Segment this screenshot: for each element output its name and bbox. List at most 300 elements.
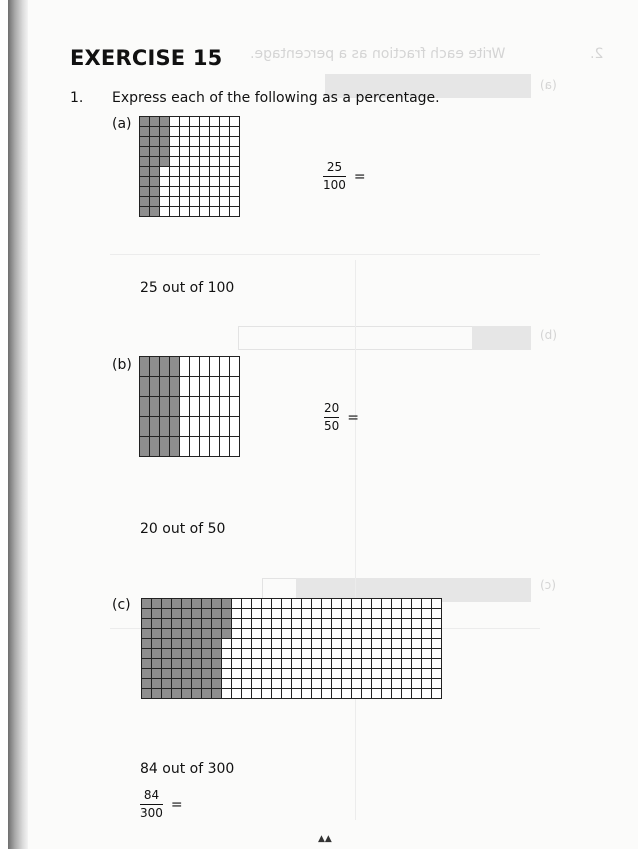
grid-cell <box>432 659 441 668</box>
shaded-cell <box>140 417 149 436</box>
shaded-cell <box>170 397 179 416</box>
grid-cell <box>382 629 391 638</box>
shaded-cell <box>182 649 191 658</box>
grid-cell <box>342 689 351 698</box>
shaded-cell <box>192 619 201 628</box>
grid-cell <box>392 679 401 688</box>
shaded-cell <box>172 599 181 608</box>
shaded-cell <box>150 147 159 156</box>
grid-cell <box>282 669 291 678</box>
grid-cell <box>322 639 331 648</box>
grid-cell <box>210 197 219 206</box>
grid-cell <box>230 417 239 436</box>
grid-cell <box>262 609 271 618</box>
fraction-b-denominator: 50 <box>324 419 340 433</box>
grid-cell <box>262 659 271 668</box>
grid-cell <box>402 609 411 618</box>
grid-cell <box>282 619 291 628</box>
grid-cell <box>402 689 411 698</box>
grid-cell <box>232 669 241 678</box>
grid-cell <box>312 659 321 668</box>
grid-cell <box>222 679 231 688</box>
bleed-through-label-b: (b) <box>540 328 557 342</box>
grid-cell <box>432 679 441 688</box>
grid-cell <box>422 629 431 638</box>
grid-cell <box>422 689 431 698</box>
grid-cell <box>170 127 179 136</box>
shaded-cell <box>172 679 181 688</box>
grid-cell <box>160 197 169 206</box>
grid-cell <box>180 357 189 376</box>
grid-cell <box>352 659 361 668</box>
shaded-cell <box>160 417 169 436</box>
grid-cell <box>210 157 219 166</box>
shaded-cell <box>202 689 211 698</box>
grid-cell <box>272 649 281 658</box>
grid-cell <box>242 689 251 698</box>
shaded-cell <box>162 629 171 638</box>
shaded-cell <box>140 137 149 146</box>
grid-cell <box>412 669 421 678</box>
grid-cell <box>402 629 411 638</box>
grid-cell <box>392 639 401 648</box>
shaded-cell <box>142 609 151 618</box>
shaded-cell <box>142 679 151 688</box>
shaded-cell <box>182 659 191 668</box>
grid-cell <box>312 609 321 618</box>
grid-cell <box>302 599 311 608</box>
grid-cell <box>372 599 381 608</box>
grid-cell <box>220 157 229 166</box>
fraction-b-numerator: 20 <box>324 401 340 415</box>
grid-cell <box>222 669 231 678</box>
shaded-cell <box>192 659 201 668</box>
grid-cell <box>252 599 261 608</box>
shaded-cell <box>152 669 161 678</box>
grid-cell <box>382 599 391 608</box>
shaded-cell <box>162 659 171 668</box>
shaded-cell <box>162 619 171 628</box>
grid-cell <box>342 619 351 628</box>
grid-cell <box>352 629 361 638</box>
grid-cell <box>302 669 311 678</box>
shaded-cell <box>140 357 149 376</box>
shaded-cell <box>192 649 201 658</box>
grid-cell <box>322 689 331 698</box>
fraction-b-equals: = <box>347 409 360 426</box>
shaded-cell <box>140 167 149 176</box>
grid-cell <box>302 679 311 688</box>
grid-cell <box>220 187 229 196</box>
grid-cell <box>220 437 229 456</box>
grid-cell <box>342 639 351 648</box>
grid-cell <box>272 599 281 608</box>
grid-cell <box>180 437 189 456</box>
shaded-cell <box>152 689 161 698</box>
grid-cell <box>292 659 301 668</box>
grid-cell <box>220 127 229 136</box>
grid-cell <box>402 639 411 648</box>
grid-cell <box>432 639 441 648</box>
grid-cell <box>322 629 331 638</box>
grid-cell <box>210 147 219 156</box>
grid-cell <box>342 679 351 688</box>
grid-cell <box>200 167 209 176</box>
shaded-cell <box>192 689 201 698</box>
grid-cell <box>292 689 301 698</box>
grid-cell <box>392 609 401 618</box>
grid-cell <box>332 619 341 628</box>
shaded-cell <box>202 639 211 648</box>
shaded-cell <box>172 609 181 618</box>
grid-cell <box>362 669 371 678</box>
grid-cell <box>372 649 381 658</box>
shaded-cell <box>222 629 231 638</box>
grid-cell <box>180 197 189 206</box>
fraction-a <box>323 160 366 193</box>
shaded-cell <box>140 117 149 126</box>
grid-cell <box>272 639 281 648</box>
shaded-cell <box>140 127 149 136</box>
shaded-cell <box>140 207 149 216</box>
grid-cell <box>170 157 179 166</box>
shaded-cell <box>152 659 161 668</box>
grid-cell <box>190 167 199 176</box>
grid-cell <box>232 629 241 638</box>
grid-cell <box>322 619 331 628</box>
grid-cell <box>230 207 239 216</box>
shaded-cell <box>152 599 161 608</box>
grid-cell <box>190 417 199 436</box>
fraction-c-denominator: 300 <box>140 806 163 820</box>
shaded-cell <box>140 187 149 196</box>
grid-cell <box>242 679 251 688</box>
grid-cell <box>210 187 219 196</box>
grid-cell <box>170 137 179 146</box>
grid-cell <box>342 599 351 608</box>
grid-cell <box>322 649 331 658</box>
grid-cell <box>292 639 301 648</box>
shaded-cell <box>140 147 149 156</box>
grid-cell <box>180 147 189 156</box>
shaded-cell <box>172 649 181 658</box>
grid-cell <box>242 629 251 638</box>
shaded-cell <box>160 147 169 156</box>
shaded-cell <box>150 117 159 126</box>
grid-cell <box>292 679 301 688</box>
shaded-cell <box>182 639 191 648</box>
part-b-out-of-text: 20 out of 50 <box>140 521 226 537</box>
grid-cell <box>200 397 209 416</box>
grid-cell <box>220 377 229 396</box>
grid-cell <box>200 177 209 186</box>
shaded-cell <box>212 619 221 628</box>
grid-cell <box>352 669 361 678</box>
grid-cell <box>342 649 351 658</box>
shaded-cell <box>182 609 191 618</box>
grid-cell <box>332 639 341 648</box>
grid-cell <box>352 679 361 688</box>
grid-cell <box>362 639 371 648</box>
book-spine-shadow <box>8 0 28 849</box>
grid-cell <box>302 689 311 698</box>
grid-cell <box>392 649 401 658</box>
grid-cell <box>432 599 441 608</box>
bleed-through-label-c: (c) <box>540 578 556 592</box>
grid-cell <box>272 609 281 618</box>
grid-cell <box>352 609 361 618</box>
shaded-cell <box>212 649 221 658</box>
shaded-cell <box>182 599 191 608</box>
shaded-cell <box>170 417 179 436</box>
grid-cell <box>382 659 391 668</box>
grid-cell <box>362 679 371 688</box>
grid-cell <box>252 639 261 648</box>
grid-cell <box>242 669 251 678</box>
page-number-fragment: ▲▲ <box>318 834 332 844</box>
grid-cell <box>190 177 199 186</box>
shaded-cell <box>202 679 211 688</box>
grid-cell <box>242 599 251 608</box>
grid-cell <box>220 137 229 146</box>
grid-cell <box>210 137 219 146</box>
shaded-cell <box>150 197 159 206</box>
shaded-cell <box>152 629 161 638</box>
fraction-c-equals: = <box>170 796 183 813</box>
grid-cell <box>332 629 341 638</box>
fraction-c-numerator: 84 <box>143 788 160 802</box>
grid-cell <box>282 659 291 668</box>
grid-cell <box>392 629 401 638</box>
grid-cell <box>422 619 431 628</box>
fraction-c <box>140 788 183 821</box>
grid-cell <box>282 609 291 618</box>
grid-cell <box>312 639 321 648</box>
grid-cell <box>312 619 321 628</box>
grid-cell <box>210 167 219 176</box>
shaded-cell <box>150 357 159 376</box>
shaded-cell <box>172 629 181 638</box>
grid-cell <box>230 177 239 186</box>
shaded-cell <box>192 669 201 678</box>
shaded-cell <box>212 669 221 678</box>
fraction-b-bar <box>324 417 339 418</box>
grid-cell <box>190 197 199 206</box>
grid-cell <box>252 669 261 678</box>
grid-cell <box>292 649 301 658</box>
grid-cell <box>232 689 241 698</box>
shaded-cell <box>160 357 169 376</box>
grid-cell <box>220 117 229 126</box>
grid-cell <box>382 689 391 698</box>
grid-cell <box>220 357 229 376</box>
grid-cell <box>200 417 209 436</box>
grid-cell <box>180 417 189 436</box>
grid-cell <box>422 609 431 618</box>
shaded-cell <box>140 397 149 416</box>
grid-cell <box>312 629 321 638</box>
grid-cell <box>210 117 219 126</box>
shaded-cell <box>182 629 191 638</box>
grid-cell <box>292 619 301 628</box>
grid-cell <box>200 147 209 156</box>
grid-cell <box>190 117 199 126</box>
grid-cell <box>222 659 231 668</box>
grid-cell <box>412 629 421 638</box>
grid-cell <box>352 639 361 648</box>
shaded-cell <box>170 357 179 376</box>
fraction-a-bar <box>323 176 346 177</box>
grid-cell <box>262 629 271 638</box>
grid-cell <box>190 147 199 156</box>
grid-cell <box>302 639 311 648</box>
grid-cell <box>402 599 411 608</box>
grid-cell <box>170 187 179 196</box>
shaded-cell <box>142 639 151 648</box>
part-b-label: (b) <box>112 357 132 373</box>
grid-cell <box>372 619 381 628</box>
grid-cell <box>230 147 239 156</box>
grid-cell <box>352 649 361 658</box>
bleed-through-bar-b-fill <box>472 326 531 350</box>
grid-cell <box>272 619 281 628</box>
grid-cell <box>432 619 441 628</box>
grid-cell <box>322 679 331 688</box>
grid-cell <box>392 599 401 608</box>
grid-cell <box>220 147 229 156</box>
grid-cell <box>190 437 199 456</box>
grid-cell <box>170 167 179 176</box>
shaded-cell <box>150 187 159 196</box>
grid-cell <box>312 679 321 688</box>
shaded-cell <box>162 609 171 618</box>
fraction-a-equals: = <box>353 168 366 185</box>
grid-cell <box>272 679 281 688</box>
bleed-through-heading: Write each fraction as a percentage. <box>250 46 506 62</box>
shaded-cell <box>150 437 159 456</box>
question-number: 1. <box>70 90 84 106</box>
grid-cell <box>332 659 341 668</box>
shaded-cell <box>142 659 151 668</box>
shaded-cell <box>140 437 149 456</box>
grid-cell <box>200 197 209 206</box>
shaded-cell <box>212 639 221 648</box>
question-prompt: Express each of the following as a percentage. <box>112 90 440 106</box>
grid-cell <box>362 599 371 608</box>
grid-cell <box>230 157 239 166</box>
shaded-cell <box>142 629 151 638</box>
grid-cell <box>282 599 291 608</box>
grid-cell <box>190 187 199 196</box>
grid-cell <box>272 689 281 698</box>
shaded-cell <box>152 679 161 688</box>
grid-cell <box>392 669 401 678</box>
grid-cell <box>322 599 331 608</box>
grid-cell <box>322 669 331 678</box>
grid-cell <box>200 437 209 456</box>
grid-cell <box>160 207 169 216</box>
grid-cell <box>190 207 199 216</box>
grid-cell <box>342 659 351 668</box>
grid-cell <box>362 689 371 698</box>
bleed-through-rule-1 <box>110 254 540 255</box>
grid-cell <box>412 689 421 698</box>
grid-cell <box>342 629 351 638</box>
grid-cell <box>382 649 391 658</box>
grid-cell <box>362 619 371 628</box>
grid-cell <box>210 417 219 436</box>
shaded-cell <box>222 609 231 618</box>
grid-cell <box>322 609 331 618</box>
hundred-square-grid-a <box>139 116 240 217</box>
shaded-cell <box>150 137 159 146</box>
grid-cell <box>372 639 381 648</box>
grid-cell <box>412 599 421 608</box>
grid-cell <box>372 689 381 698</box>
grid-cell <box>230 377 239 396</box>
grid-cell <box>232 679 241 688</box>
grid-cell <box>180 207 189 216</box>
grid-cell <box>180 137 189 146</box>
grid-cell <box>272 669 281 678</box>
shaded-cell <box>140 377 149 396</box>
grid-cell <box>190 377 199 396</box>
grid-cell <box>362 649 371 658</box>
grid-cell <box>190 157 199 166</box>
grid-cell <box>432 629 441 638</box>
grid-cell <box>302 649 311 658</box>
grid-cell <box>210 397 219 416</box>
shaded-cell <box>140 197 149 206</box>
shaded-cell <box>150 377 159 396</box>
grid-cell <box>210 207 219 216</box>
shaded-cell <box>162 669 171 678</box>
grid-cell <box>242 619 251 628</box>
grid-cell <box>220 417 229 436</box>
grid-cell <box>232 659 241 668</box>
grid-cell <box>230 137 239 146</box>
grid-cell <box>220 197 229 206</box>
shaded-cell <box>212 629 221 638</box>
grid-cell <box>422 679 431 688</box>
shaded-cell <box>202 649 211 658</box>
grid-cell <box>272 629 281 638</box>
grid-cell <box>200 207 209 216</box>
grid-cell <box>200 127 209 136</box>
grid-cell <box>190 357 199 376</box>
grid-cell <box>170 207 179 216</box>
grid-cell <box>160 167 169 176</box>
grid-cell <box>432 649 441 658</box>
grid-cell <box>230 397 239 416</box>
grid-cell <box>392 659 401 668</box>
shaded-cell <box>202 619 211 628</box>
scan-border <box>0 0 8 849</box>
shaded-cell <box>172 669 181 678</box>
grid-cell <box>362 609 371 618</box>
shaded-cell <box>172 639 181 648</box>
grid-cell <box>322 659 331 668</box>
grid-cell <box>372 659 381 668</box>
shaded-cell <box>150 157 159 166</box>
grid-cell <box>382 619 391 628</box>
shaded-cell <box>140 177 149 186</box>
grid-cell <box>272 659 281 668</box>
grid-cell <box>170 177 179 186</box>
grid-cell <box>180 157 189 166</box>
shaded-cell <box>150 207 159 216</box>
shaded-cell <box>160 437 169 456</box>
